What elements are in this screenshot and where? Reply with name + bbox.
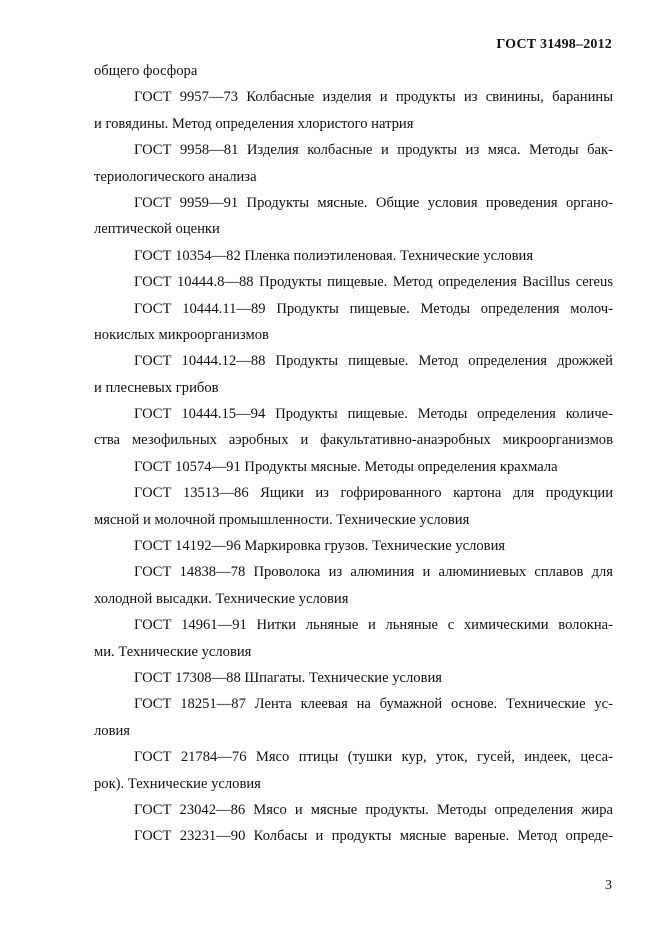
reference-continuation-line: общего фосфора [94, 63, 198, 79]
reference-entry-line: ГОСТ 14961—91 Нитки льняные и льняные с химическими волокна- [134, 617, 613, 634]
reference-continuation-line: и плесневых грибов [94, 379, 219, 396]
reference-continuation-line: мясной и молочной промышленности. Технические условия [94, 511, 470, 528]
reference-continuation-line: рок). Технические условия [94, 775, 261, 792]
reference-entry-line: ГОСТ 10444.12—88 Продукты пищевые. Метод определения дрожжей [134, 353, 613, 370]
reference-entry-line: ГОСТ 9958—81 Изделия колбасные и продукты из мяса. Методы бак- [134, 142, 613, 159]
reference-entry-line: ГОСТ 10574—91 Продукты мясные. Методы определения крахмала [134, 458, 558, 475]
reference-entry-line: ГОСТ 10444.11—89 Продукты пищевые. Методы определения молоч- [134, 300, 613, 317]
document-code-header: ГОСТ 31498–2012 [496, 37, 612, 52]
references-list [94, 58, 613, 850]
reference-continuation-line: лептической оценки [94, 221, 220, 238]
reference-continuation-line: холодной высадки. Технические условия [94, 590, 349, 607]
reference-entry-line: ГОСТ 21784—76 Мясо птицы (тушки кур, уток, гусей, индеек, цеса- [134, 749, 613, 766]
reference-entry-line: ГОСТ 23042—86 Мясо и мясные продукты. Методы определения жира [134, 801, 613, 818]
reference-continuation-line: ловия [94, 722, 130, 739]
reference-entry-line: ГОСТ 23231—90 Колбасы и продукты мясные вареные. Метод опреде- [134, 828, 613, 845]
reference-continuation-line: ства мезофильных аэробных и факультативно-анаэробных микроорганизмов [94, 432, 613, 449]
reference-entry-line: ГОСТ 14838—78 Проволока из алюминия и алюминиевых сплавов для [134, 564, 613, 581]
reference-entry-line: ГОСТ 10444.15—94 Продукты пищевые. Методы определения количе- [134, 406, 613, 423]
reference-continuation-line: ми. Технические условия [94, 643, 252, 660]
reference-entry-line: ГОСТ 9959—91 Продукты мясные. Общие условия проведения органо- [134, 194, 613, 211]
reference-entry-line: ГОСТ 9957—73 Колбасные изделия и продукты из свинины, баранины [134, 89, 613, 106]
reference-entry-line: ГОСТ 13513—86 Ящики из гофрированного картона для продукции [134, 485, 613, 502]
reference-entry-line: ГОСТ 10444.8—88 Продукты пищевые. Метод определения Bacillus cereus [134, 274, 613, 291]
reference-entry-line: ГОСТ 17308—88 Шпагаты. Технические условия [134, 669, 442, 686]
reference-continuation-line: нокислых микроорганизмов [94, 326, 269, 343]
page-number: 3 [605, 878, 612, 893]
reference-entry-line: ГОСТ 18251—87 Лента клеевая на бумажной основе. Технические ус- [134, 696, 613, 713]
reference-continuation-line: и говядины. Метод определения хлористого натрия [94, 115, 414, 132]
reference-entry-line: ГОСТ 14192—96 Маркировка грузов. Технические условия [134, 538, 506, 555]
reference-entry-line: ГОСТ 10354—82 Пленка полиэтиленовая. Технические условия [134, 247, 534, 264]
reference-continuation-line: териологического анализа [94, 168, 257, 185]
